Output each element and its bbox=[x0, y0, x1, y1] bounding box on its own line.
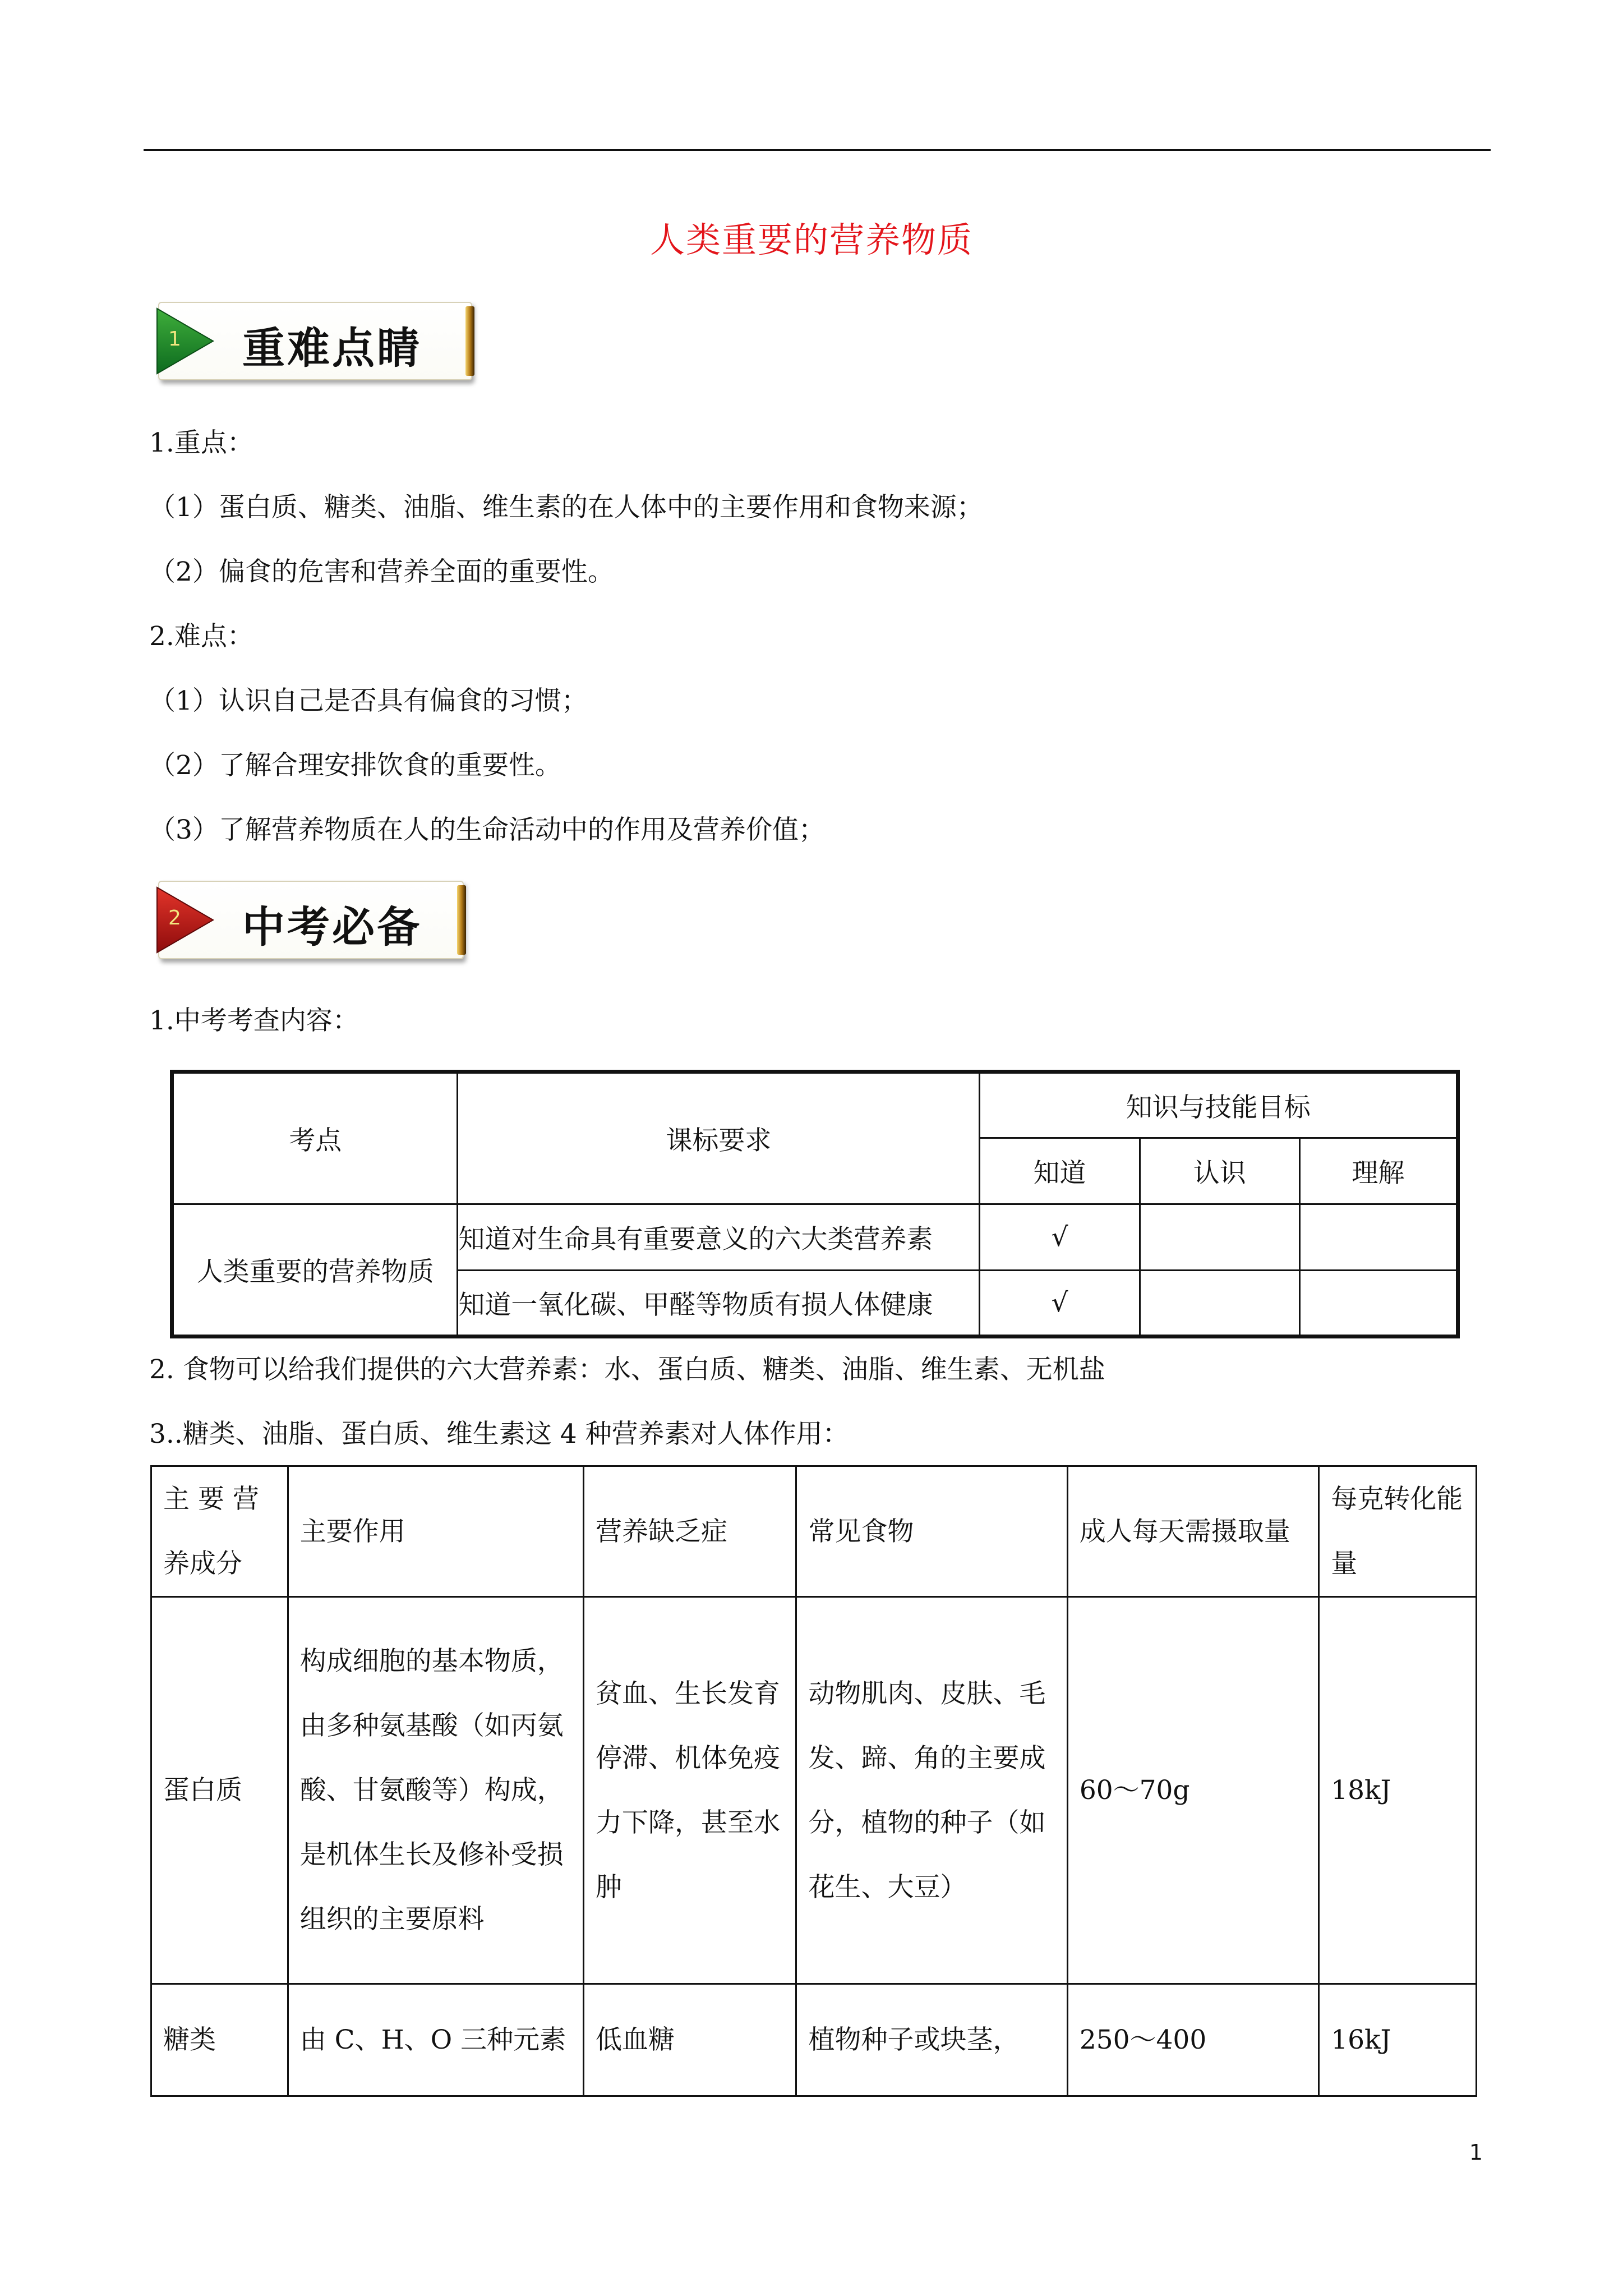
keypoints-heading: 1.重点： bbox=[149, 427, 253, 458]
header-rule bbox=[144, 149, 1491, 151]
section-label: 重难点睛 bbox=[242, 323, 422, 373]
subheader-lijie: 理解 bbox=[1299, 1138, 1458, 1204]
nutrient-foods: 动物肌肉、皮肤、毛发、蹄、角的主要成分，植物的种子（如花生、大豆） bbox=[796, 1597, 1067, 1984]
subheader-zhidao: 知道 bbox=[980, 1138, 1140, 1204]
nutrient-name: 糖类 bbox=[151, 1984, 288, 2096]
subheader-renshi: 认识 bbox=[1140, 1138, 1299, 1204]
check-cell bbox=[1140, 1204, 1299, 1271]
section-number: 2 bbox=[168, 907, 181, 930]
header-role: 主要作用 bbox=[288, 1466, 583, 1597]
banner-cap-decoration bbox=[457, 885, 466, 955]
section-banner-1 bbox=[158, 302, 472, 380]
nutrient-energy: 18kJ bbox=[1319, 1597, 1477, 1984]
topic-cell: 人类重要的营养物质 bbox=[172, 1204, 458, 1337]
header-kaodian: 考点 bbox=[172, 1072, 458, 1204]
check-cell: √ bbox=[980, 1204, 1140, 1271]
header-nutrient: 主 要 营养成分 bbox=[151, 1466, 288, 1597]
requirement-cell: 知道一氧化碳、甲醛等物质有损人体健康 bbox=[458, 1271, 980, 1337]
banner-cap-decoration bbox=[465, 306, 474, 376]
keypoint-item: （2）偏食的危害和营养全面的重要性。 bbox=[149, 556, 614, 587]
difficulties-heading: 2.难点： bbox=[149, 621, 253, 652]
nutrient-table bbox=[150, 1465, 1477, 2097]
table-row bbox=[151, 1597, 1477, 1984]
section-label: 中考必备 bbox=[242, 902, 422, 952]
requirement-cell: 知道对生命具有重要意义的六大类营养素 bbox=[458, 1204, 980, 1271]
keypoint-item: （1）蛋白质、糖类、油脂、维生素的在人体中的主要作用和食物来源； bbox=[149, 492, 983, 523]
nutrient-energy: 16kJ bbox=[1319, 1984, 1477, 2096]
header-goal: 知识与技能目标 bbox=[980, 1072, 1458, 1138]
nutrient-role: 由 C、H、O 三种元素 bbox=[288, 1984, 583, 2096]
check-cell: √ bbox=[980, 1271, 1140, 1337]
nutrient-deficiency: 低血糖 bbox=[583, 1984, 796, 2096]
check-cell bbox=[1299, 1271, 1458, 1337]
section-number: 1 bbox=[168, 328, 181, 351]
difficulty-item: （3）了解营养物质在人的生命活动中的作用及营养价值； bbox=[149, 815, 825, 845]
nutrient-intake: 250～400 bbox=[1067, 1984, 1318, 2096]
page-title: 人类重要的营养物质 bbox=[649, 219, 973, 260]
nutrient-role: 构成细胞的基本物质，由多种氨基酸（如丙氨酸、甘氨酸等）构成，是机体生长及修补受损组织的主要原料 bbox=[288, 1597, 583, 1984]
header-intake: 成人每天需摄取量 bbox=[1067, 1466, 1318, 1597]
nutrient-name: 蛋白质 bbox=[151, 1597, 288, 1984]
difficulty-item: （2）了解合理安排饮食的重要性。 bbox=[149, 750, 561, 781]
nutrient-foods: 植物种子或块茎， bbox=[796, 1984, 1067, 2096]
nutrient-intake: 60～70g bbox=[1067, 1597, 1318, 1984]
table-header-row bbox=[151, 1466, 1477, 1597]
exam-requirements-table bbox=[170, 1070, 1460, 1338]
header-foods: 常见食物 bbox=[796, 1466, 1067, 1597]
table-row bbox=[151, 1984, 1477, 2096]
check-cell bbox=[1140, 1271, 1299, 1337]
nutrient-deficiency: 贫血、生长发育停滞、机体免疫力下降，甚至水肿 bbox=[583, 1597, 796, 1984]
triangle-arrow-icon bbox=[155, 884, 216, 956]
table-row bbox=[172, 1204, 1458, 1271]
point-2: 2. 食物可以给我们提供的六大营养素：水、蛋白质、糖类、油脂、维生素、无机盐 bbox=[149, 1354, 1105, 1385]
header-deficiency: 营养缺乏症 bbox=[583, 1466, 796, 1597]
check-cell bbox=[1299, 1204, 1458, 1271]
point-3: 3..糖类、油脂、蛋白质、维生素这 4 种营养素对人体作用： bbox=[149, 1419, 849, 1450]
exam-heading: 1.中考考查内容： bbox=[149, 1005, 359, 1036]
page-number: 1 bbox=[1469, 2140, 1483, 2165]
header-energy: 每克转化能量 bbox=[1319, 1466, 1477, 1597]
section-banner-2 bbox=[158, 881, 464, 959]
header-kebiao: 课标要求 bbox=[458, 1072, 980, 1204]
triangle-arrow-icon bbox=[155, 305, 216, 377]
difficulty-item: （1）认识自己是否具有偏食的习惯； bbox=[149, 685, 588, 716]
